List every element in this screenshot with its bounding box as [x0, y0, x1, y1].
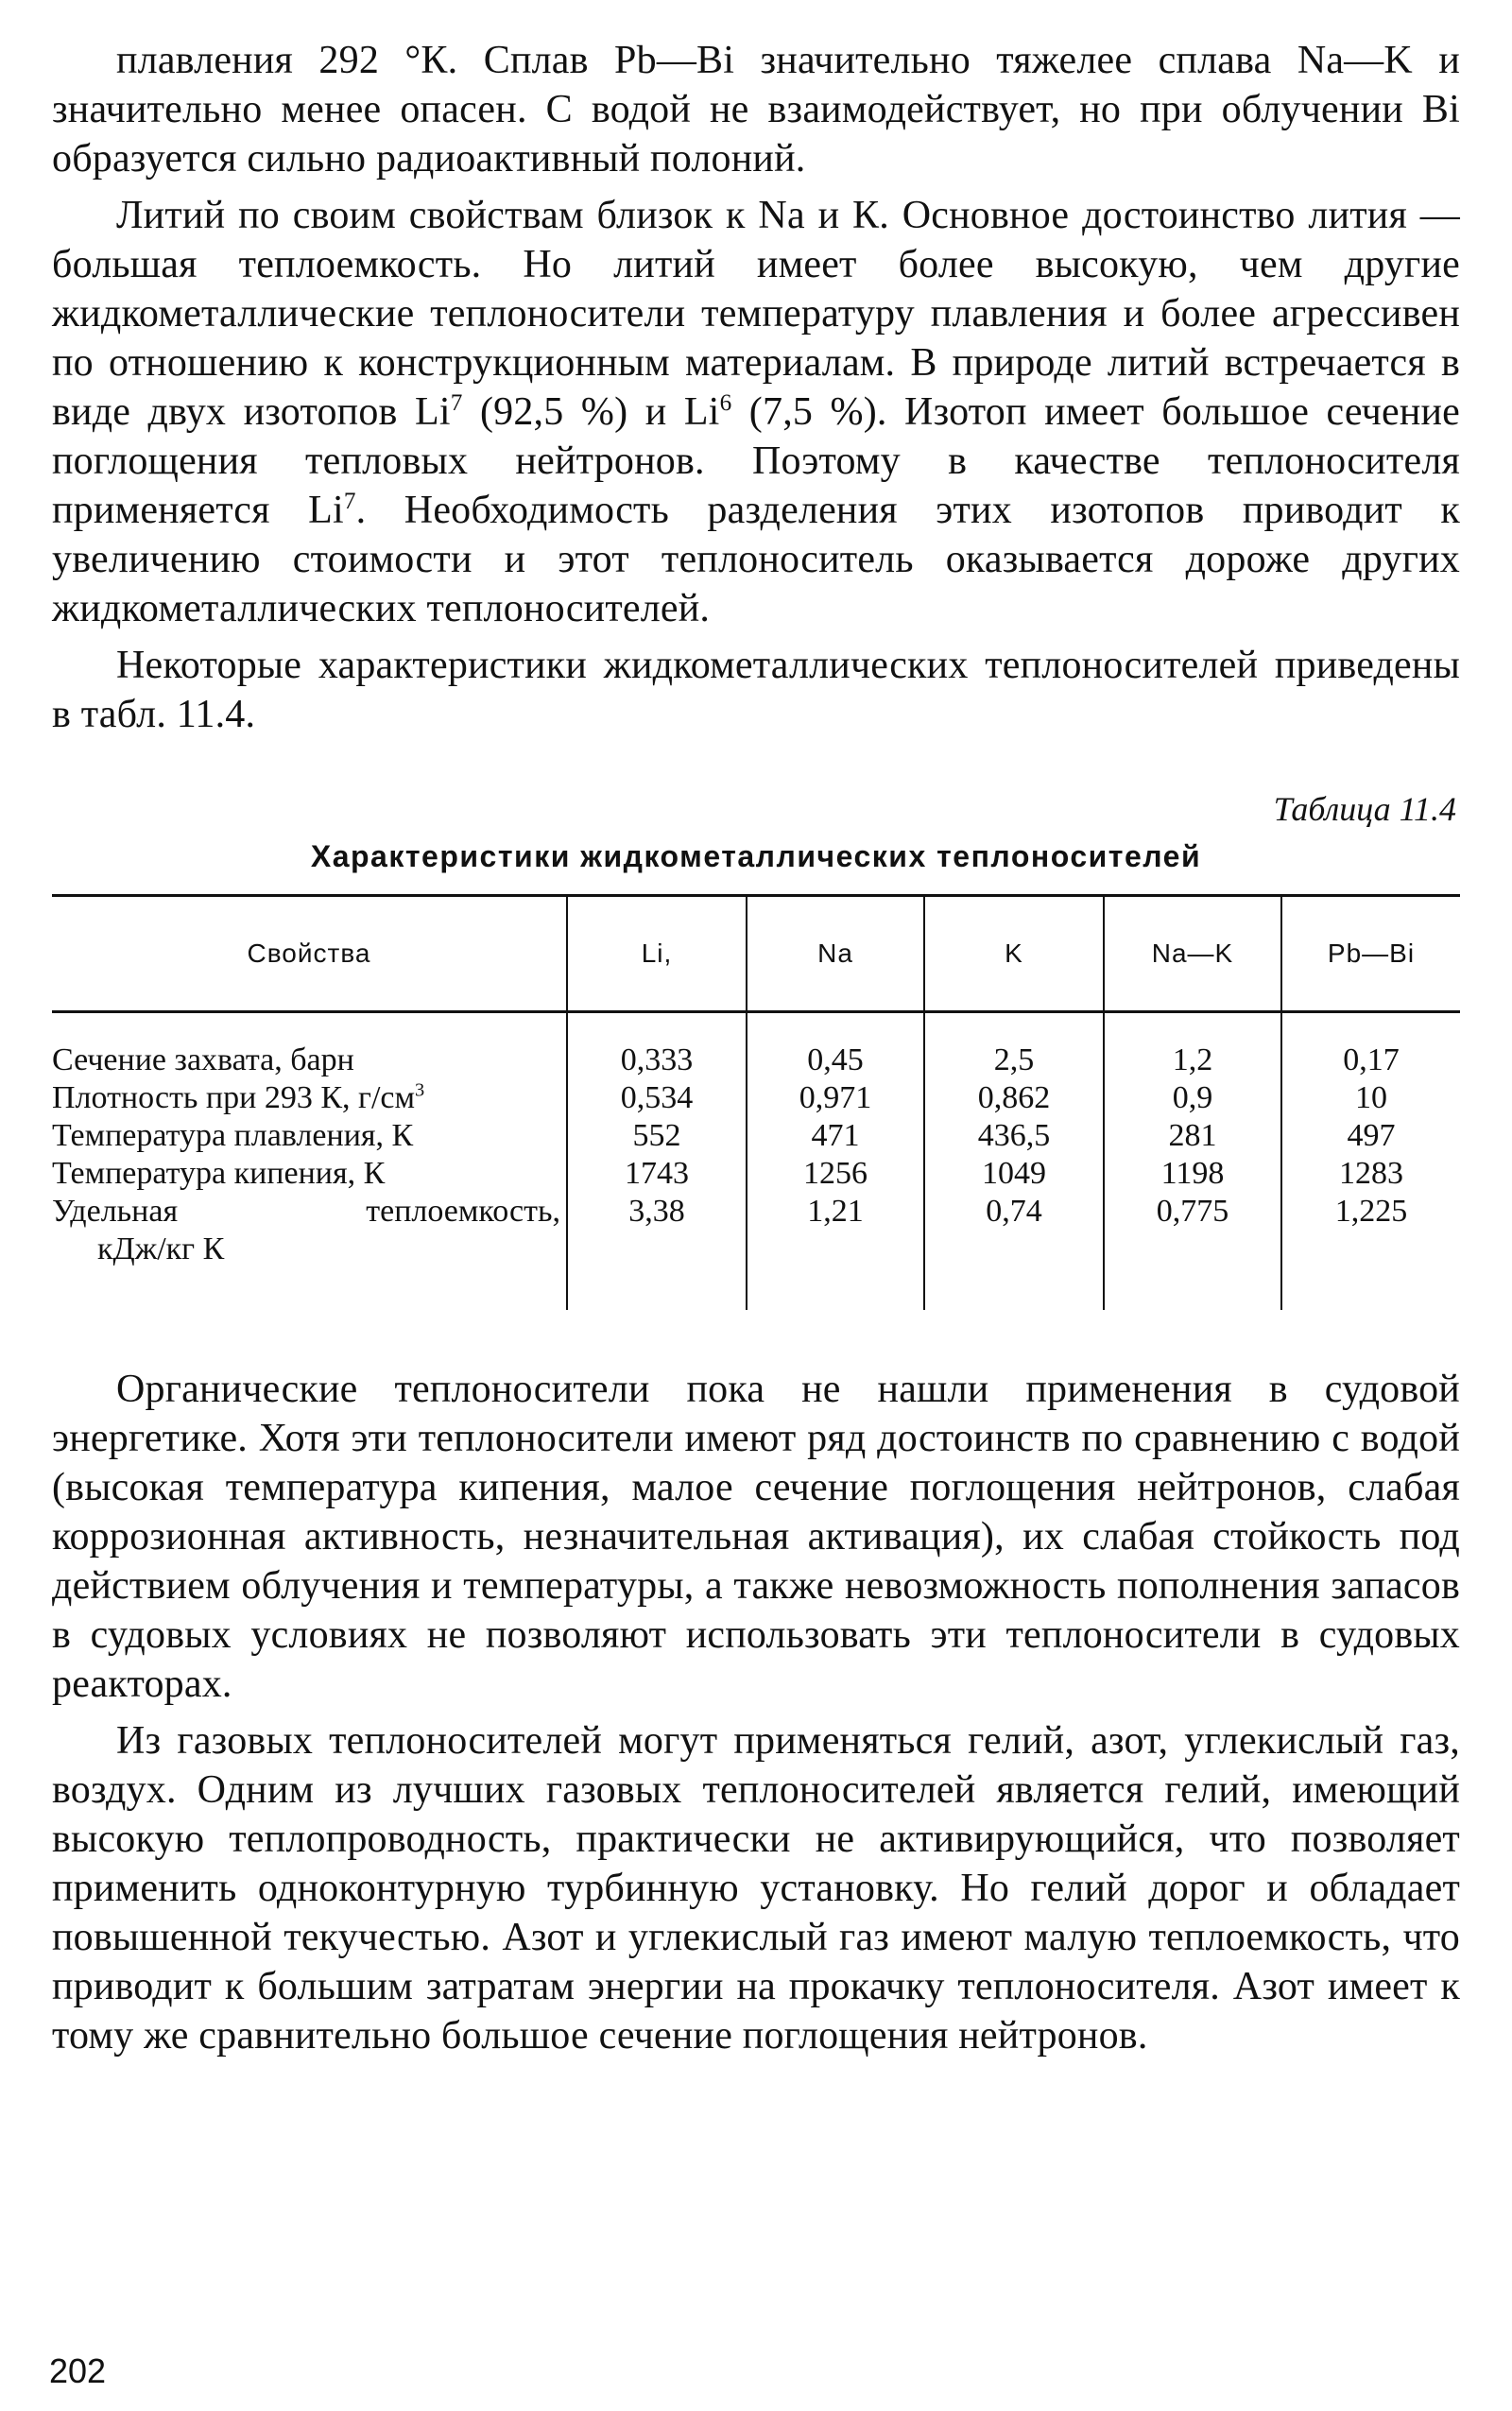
- paragraph-2-part-c: (7,5 %). Изотоп имеет большое сечение поглощения тепловых нейтронов. Поэтому в качестве теплоносителя применяется Li: [52, 390, 1461, 532]
- header-li: Li,: [567, 896, 747, 1012]
- superscript-li6: 6: [719, 390, 732, 416]
- table-cell: 281: [1104, 1117, 1281, 1155]
- table-cell: 436,5: [924, 1117, 1104, 1155]
- table-header-row: [52, 896, 1460, 1012]
- header-na-k: Na—K: [1104, 896, 1281, 1012]
- table-cell: 1198: [1104, 1155, 1281, 1193]
- table-cell: 0,9: [1104, 1079, 1281, 1117]
- paragraph-1: плавления 292 °К. Сплав Pb—Bi значительно тяжелее сплава Na—K и значительно менее опасен. С водой не взаимодействует, но при облучении Bi образуется сильно радиоактивный полоний.: [52, 39, 1460, 181]
- header-properties: Свойства: [52, 896, 567, 1012]
- page-content: [52, 36, 1460, 2060]
- table-cell: 552: [567, 1117, 747, 1155]
- table-cell: 0,862: [924, 1079, 1104, 1117]
- superscript-li7-b: 7: [343, 489, 356, 514]
- table-cell: 3,38: [567, 1193, 747, 1310]
- paragraph-2: [52, 191, 1460, 633]
- table-cell: 0,333: [567, 1012, 747, 1080]
- table-cell: 1049: [924, 1155, 1104, 1193]
- paragraph-2-part-d: . Необходимость разделения этих изотопов приводит к увеличению стоимости и этот теплоноситель оказывается дороже других жидкометаллических теплоносителей.: [52, 489, 1460, 630]
- paragraph-2-part-a: Литий по своим свойствам близок к Na и К. Основное достоинство лития — большая теплоемкость. Но литий имеет более высокую, чем другие жидкометаллические теплоносители температуру плавления и более агрессивен по отношению к конструкционным материалам. В природе литий встречается в виде двух изотопов Li: [52, 194, 1460, 434]
- table-cell: 2,5: [924, 1012, 1104, 1080]
- paragraph-3: Некоторые характеристики жидкометаллических теплоносителей приведены в табл. 11.4.: [52, 644, 1460, 736]
- table-cell: 0,775: [1104, 1193, 1281, 1310]
- table-cell: 1283: [1281, 1155, 1460, 1193]
- table-cell: 497: [1281, 1117, 1460, 1155]
- header-k: K: [924, 896, 1104, 1012]
- row-label: [52, 1193, 567, 1310]
- row-label: Сечение захвата, барн: [52, 1042, 354, 1077]
- row-label-text: Плотность при 293 К, г/см: [52, 1080, 415, 1115]
- row-label-word-1: Удельная: [52, 1194, 179, 1229]
- table-cell: 471: [747, 1117, 924, 1155]
- superscript-li7-a: 7: [450, 390, 463, 416]
- table-row: [52, 1155, 1460, 1193]
- table-title: Характеристики жидкометаллических теплоносителей: [310, 839, 1202, 873]
- table-cell: 10: [1281, 1079, 1460, 1117]
- table-cell: 0,74: [924, 1193, 1104, 1310]
- table-row: [52, 1117, 1460, 1155]
- table-cell: 1743: [567, 1155, 747, 1193]
- row-label-superscript: 3: [415, 1079, 425, 1101]
- row-label-continuation: кДж/кг К: [97, 1231, 225, 1266]
- properties-table: [52, 894, 1460, 1310]
- row-label: [52, 1079, 567, 1117]
- table-cell: 0,971: [747, 1079, 924, 1117]
- table-cell: 1,21: [747, 1193, 924, 1310]
- table-row: [52, 1012, 1460, 1080]
- table-cell: 1256: [747, 1155, 924, 1193]
- paragraph-5: Из газовых теплоносителей могут применяться гелий, азот, углекислый газ, воздух. Одним из лучших газовых теплоносителей является гелий, имеющий высокую теплопроводность, практически не активирующийся, что позволяет применить одноконтурную турбинную установку. Но гелий дорог и обладает повышенной текучестью. Азот и углекислый газ имеют малую теплоемкость, что приводит к большим затратам энергии на прокачку теплоносителя. Азот имеет к тому же сравнительно большое сечение поглощения нейтронов.: [52, 1719, 1460, 2058]
- table-cell: 0,45: [747, 1012, 924, 1080]
- row-label: Температура кипения, К: [52, 1156, 386, 1191]
- header-pb-bi: Pb—Bi: [1281, 896, 1460, 1012]
- paragraph-4: Органические теплоносители пока не нашли применения в судовой энергетике. Хотя эти теплоносители имеют ряд достоинств по сравнению с водой (высокая температура кипения, малое сечение поглощения нейтронов, слабая коррозионная активность, незначительная активация), их слабая стойкость под действием облучения и температуры, а также невозможность пополнения запасов в судовых условиях не позволяют использовать эти теплоносители в судовых реакторах.: [52, 1368, 1460, 1706]
- table-row: [52, 1079, 1460, 1117]
- table-cell: 0,17: [1281, 1012, 1460, 1080]
- table-cell: 0,534: [567, 1079, 747, 1117]
- row-label-word-2: теплоемкость,: [366, 1194, 560, 1229]
- paragraph-2-part-b: (92,5 %) и Li: [462, 390, 720, 434]
- row-label-line-1: [52, 1193, 560, 1231]
- table-row: [52, 1193, 1460, 1310]
- table-cell: 1,225: [1281, 1193, 1460, 1310]
- header-na: Na: [747, 896, 924, 1012]
- table-cell: 1,2: [1104, 1012, 1281, 1080]
- page-number: 202: [49, 2351, 107, 2390]
- table-caption: Таблица 11.4: [1273, 790, 1456, 828]
- row-label: Температура плавления, К: [52, 1118, 414, 1153]
